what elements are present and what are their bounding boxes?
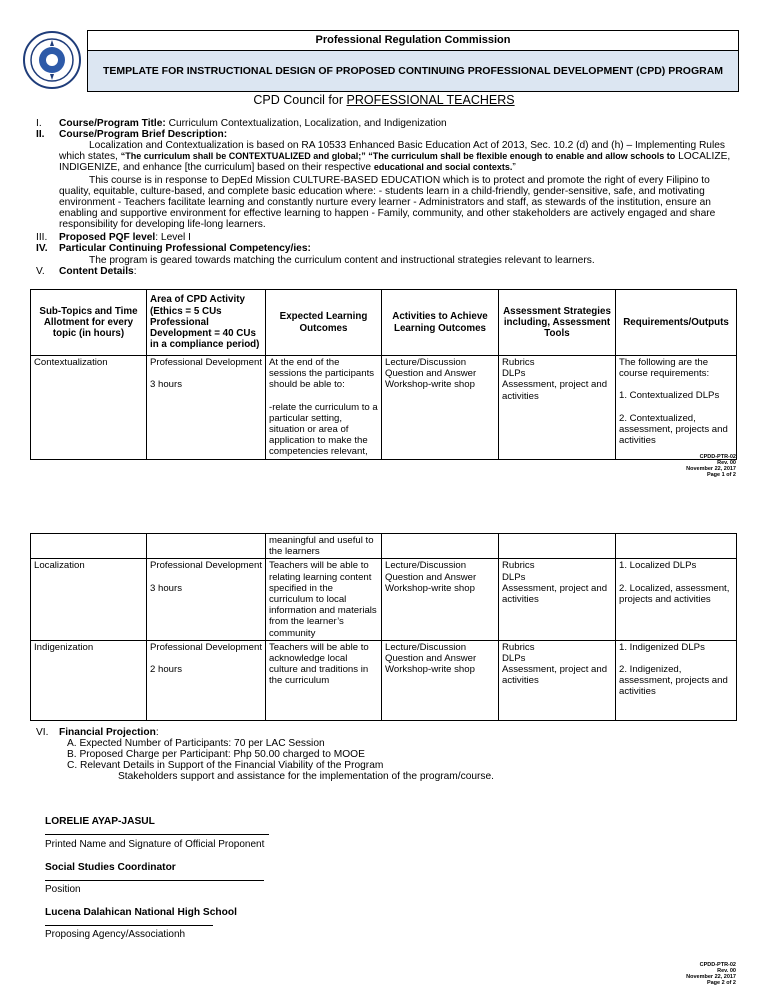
page-2-footer	[686, 962, 736, 986]
assessment-cell	[499, 559, 616, 640]
position-line	[45, 880, 264, 881]
financial-item-a: A. Expected Number of Participants: 70 per LAC Session	[67, 738, 325, 749]
topic-contextualization: Contextualization	[31, 356, 147, 460]
section-4-value: The program is geared towards matching the curriculum content and instructional strategies relevant to learners.	[89, 255, 595, 266]
requirement-intro: The following are the course requirements:	[619, 357, 710, 380]
section-2-number: II.	[36, 129, 45, 140]
form-date: November 22, 2017	[686, 974, 736, 980]
requirements-cell	[616, 559, 737, 640]
section-6-number: VI.	[36, 727, 49, 738]
section-1-number: I.	[36, 118, 42, 129]
time-allotment: 3 hours	[150, 379, 182, 391]
section-1-value: Curriculum Contextualization, Localization, and Indigenization	[165, 118, 447, 129]
requirement-item: 2. Localized, assessment, projects and activities	[619, 582, 730, 605]
time-allotment: 2 hours	[150, 664, 182, 676]
assessment-cell	[499, 640, 616, 720]
assessment-item: Assessment, project and activities	[502, 379, 608, 402]
table-header-row	[31, 290, 737, 356]
empty-cell	[499, 534, 616, 559]
agency-caption: Proposing Agency/Associationh	[45, 929, 186, 940]
proponent-caption: Printed Name and Signature of Official Proponent	[45, 839, 265, 850]
empty-cell	[616, 534, 737, 559]
table-row	[31, 356, 737, 460]
activities-cell	[382, 640, 499, 720]
section-2-label: Course/Program Brief Description:	[59, 129, 228, 140]
section-4-label: Particular Continuing Professional Competency/ies:	[59, 243, 311, 254]
activity-item: Lecture/Discussion	[385, 560, 467, 572]
content-details-table	[30, 289, 737, 460]
activities-cell	[382, 356, 499, 460]
header-area: Area of CPD Activity (Ethics = 5 CUs Professional Development = 40 CUs in a compliance period)	[147, 290, 266, 356]
assessment-item: Rubrics	[502, 560, 535, 572]
assessment-item: Rubrics	[502, 357, 535, 368]
section-1-label: Course/Program Title:	[59, 118, 166, 129]
page-number: Page 1 of 2	[706, 472, 736, 478]
prc-seal-logo	[22, 30, 82, 90]
council-prefix: CPD Council for	[253, 93, 347, 107]
assessment-item: Assessment, project and activities	[502, 664, 608, 687]
section-3-label: Proposed PQF level	[59, 232, 156, 243]
section-3-number: III.	[36, 232, 48, 243]
table-row	[31, 534, 737, 559]
table-row	[31, 559, 737, 640]
header-requirements: Requirements/Outputs	[616, 290, 737, 356]
requirement-item: 1. Contextualized DLPs	[619, 390, 720, 402]
description-close-quote: ”	[512, 162, 516, 173]
outcome-cell: Teachers will be able to relating learning content specified in the curriculum to local information and materials from the learner’s community	[266, 559, 382, 640]
requirement-item: 1. Indigenized DLPs	[619, 641, 705, 653]
activity-item: Question and Answer	[385, 571, 477, 583]
outcome-cell	[266, 356, 382, 460]
content-details-table-continued	[30, 533, 737, 721]
activity-item: Question and Answer	[385, 368, 477, 380]
topic-localization: Localization	[31, 559, 147, 640]
section-5-number: V.	[36, 266, 45, 277]
form-code: CPDD-PTR-02	[699, 962, 736, 968]
form-code: CPDD-PTR-02	[699, 454, 736, 460]
section-6-label: Financial Projection	[59, 727, 156, 738]
section-3-value: : Level I	[155, 232, 191, 243]
header-assessment: Assessment Strategies including, Assessment Tools	[499, 290, 616, 356]
assessment-cell	[499, 356, 616, 460]
section-4-number: IV.	[36, 243, 48, 254]
activities-cell	[382, 559, 499, 640]
activity-item: Workshop-write shop	[385, 664, 475, 676]
area-cell	[147, 640, 266, 720]
topic-indigenization: Indigenization	[31, 640, 147, 720]
area-value: Professional Development	[150, 560, 262, 572]
area-cell	[147, 356, 266, 460]
area-cell	[147, 559, 266, 640]
header-activities: Activities to Achieve Learning Outcomes	[382, 290, 499, 356]
financial-item-b: B. Proposed Charge per Participant: Php 50.00 charged to MOOE	[67, 749, 365, 760]
section-2-paragraph-2: This course is in response to DepEd Mission CULTURE-BASED EDUCATION which is to protect and promote the right of every Filipino to quality, equitable, culture-based, and complete basic education where: - students learn in a child-friendly, gender-sensitive, safe, and motivating environment - Teachers facilitate learning and constantly nurture every learner - Administrators and staff, as stewards of the institution, ensure an enabling and supportive environment for effective learning to happen - Family, community, and other stakeholders are actively engaged and share responsibility for developing life-long learners.	[59, 175, 716, 230]
assessment-item: DLPs	[502, 571, 526, 583]
proponent-name: LORELIE AYAP-JASUL	[45, 816, 155, 827]
section-5	[59, 266, 137, 277]
area-value: Professional Development	[150, 641, 262, 653]
section-2-paragraph-1	[59, 140, 741, 173]
council-title	[0, 93, 768, 107]
activity-item: Question and Answer	[385, 653, 477, 665]
description-contexts: educational and social contexts.	[373, 162, 513, 172]
requirement-item: 2. Indigenized, assessment, projects and activities	[619, 664, 728, 698]
area-value: Professional Development	[150, 357, 262, 368]
section-1	[59, 118, 739, 129]
outcome-intro: At the end of the sessions the participants should be able to:	[269, 357, 375, 391]
financial-item-c-detail: Stakeholders support and assistance for the implementation of the program/course.	[118, 771, 495, 782]
empty-cell	[382, 534, 499, 559]
assessment-item: Assessment, project and activities	[502, 582, 608, 606]
agency-value: Lucena Dalahican National High School	[45, 907, 237, 918]
signature-line	[45, 834, 269, 835]
template-title: TEMPLATE FOR INSTRUCTIONAL DESIGN OF PROPOSED CONTINUING PROFESSIONAL DEVELOPMENT (CPD) PROGRAM	[88, 51, 738, 91]
outcome-cell: Teachers will be able to acknowledge local culture and traditions in the curriculum	[266, 640, 382, 720]
financial-item-c: C. Relevant Details in Support of the Financial Viability of the Program	[67, 760, 384, 771]
description-continuation: LOCALIZE, INDIGENIZE, and enhance [the curriculum] based on their respective	[59, 151, 731, 173]
time-allotment: 3 hours	[150, 582, 182, 594]
activity-item: Workshop-write shop	[385, 582, 475, 594]
header-outcomes: Expected Learning Outcomes	[266, 290, 382, 356]
page-number: Page 2 of 2	[706, 980, 736, 986]
section-3	[59, 232, 191, 243]
activity-item: Lecture/Discussion	[385, 357, 467, 368]
section-6	[59, 727, 159, 738]
section-6-colon: :	[155, 727, 159, 738]
header-subtopics: Sub-Topics and Time Allotment for every topic (in hours)	[31, 290, 147, 356]
revision: Rev. 00	[717, 460, 736, 466]
empty-cell	[147, 534, 266, 559]
table-row	[31, 640, 737, 720]
requirement-item: 2. Contextualized, assessment, projects and activities	[619, 412, 728, 447]
outcome-detail: -relate the curriculum to a particular setting, situation or area of application to make the competencies relevant,	[269, 401, 378, 458]
requirement-item: 1. Localized DLPs	[619, 560, 697, 572]
form-date: November 22, 2017	[686, 466, 736, 472]
section-5-colon: :	[133, 266, 137, 277]
revision: Rev. 00	[717, 968, 736, 974]
description-intro: Localization and Contextualization is based on RA 10533 Enhanced Basic Education Act of 2013, Sec. 10.2 (d) and (h) – Implementing Rules which states,	[59, 140, 725, 162]
activity-item: Lecture/Discussion	[385, 641, 467, 653]
org-name: Professional Regulation Commission	[88, 31, 738, 51]
section-5-label: Content Details	[59, 266, 134, 277]
position-value: Social Studies Coordinator	[45, 862, 176, 873]
assessment-item: Rubrics	[502, 641, 535, 653]
council-name: PROFESSIONAL TEACHERS	[346, 93, 515, 107]
assessment-item: DLPs	[502, 368, 526, 380]
activity-item: Workshop-write shop	[385, 379, 475, 391]
outcome-continued: meaningful and useful to the learners	[266, 534, 382, 559]
requirements-cell	[616, 640, 737, 720]
empty-cell	[31, 534, 147, 559]
agency-line	[45, 925, 213, 926]
requirements-cell	[616, 356, 737, 460]
page-1-footer	[686, 454, 736, 478]
assessment-item: DLPs	[502, 653, 526, 665]
header-box	[87, 30, 739, 92]
position-caption: Position	[45, 884, 81, 895]
description-quote: “The curriculum shall be CONTEXTUALIZED and global;” “The curriculum shall be flexible enough to enable and allow schools to	[120, 151, 676, 161]
